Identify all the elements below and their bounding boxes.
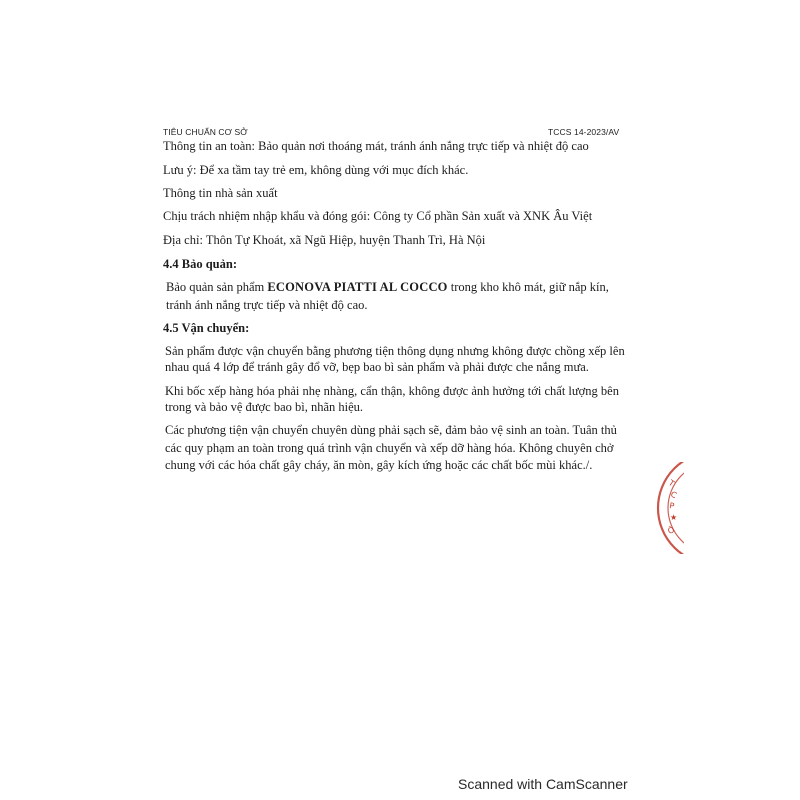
transport-p3-line1: Các phương tiện vận chuyển chuyên dùng phải sạch sẽ, đảm bảo vệ sinh an toàn. Tuân thủ xyxy=(165,423,617,437)
manufacturer-info: Thông tin nhà sản xuất xyxy=(163,186,278,200)
product-name: ECONOVA PIATTI AL COCCO xyxy=(267,280,448,294)
storage-text-suffix: trong kho khô mát, giữ nắp kín, xyxy=(447,280,609,294)
svg-text:T: T xyxy=(666,478,677,489)
storage-heading: 4.4 Bảo quản: xyxy=(163,257,237,271)
transport-p2-line2: trong và bảo vệ được bao bì, nhãn hiệu. xyxy=(165,400,364,414)
transport-p1-line1: Sản phẩm được vận chuyển bằng phương tiện thông dụng nhưng không được chồng xếp lên xyxy=(165,344,625,358)
safety-info: Thông tin an toàn: Bảo quản nơi thoáng mát, tránh ánh nắng trực tiếp và nhiệt độ cao xyxy=(163,139,589,153)
transport-p1-line2: nhau quá 4 lớp để tránh gây đổ vỡ, bẹp bao bì sản phẩm và phải được che nắng mưa. xyxy=(165,360,589,374)
svg-text:P: P xyxy=(668,501,675,511)
transport-heading: 4.5 Vận chuyển: xyxy=(163,321,250,335)
transport-p2-line1: Khi bốc xếp hàng hóa phải nhẹ nhàng, cẩn thận, không được ảnh hưởng tới chất lượng bên xyxy=(165,384,619,398)
note-line: Lưu ý: Để xa tầm tay trẻ em, không dùng với mục đích khác. xyxy=(163,163,469,177)
svg-text:★: ★ xyxy=(670,513,678,522)
company-seal-stamp xyxy=(644,462,684,554)
transport-p3-line2: các quy phạm an toàn trong quá trình vận chuyển và xếp dỡ hàng hóa. Không chuyên chở xyxy=(165,441,614,455)
transport-p3-line3: chung với các hóa chất gây cháy, ăn mòn, gây kích ứng hoặc các chất bốc mùi khác./. xyxy=(165,458,593,472)
svg-text:Ô: Ô xyxy=(666,525,676,536)
storage-text-prefix: Bảo quản sản phẩm xyxy=(166,280,268,294)
storage-paragraph-line1 xyxy=(166,279,609,295)
document-standard-title: TIÊU CHUẨN CƠ SỞ xyxy=(163,127,248,137)
document-code: TCCS 14-2023/AV xyxy=(548,127,620,137)
responsible-party: Chịu trách nhiệm nhập khẩu và đóng gói: Công ty Cổ phần Sản xuất và XNK Âu Việt xyxy=(163,209,593,223)
svg-text:C: C xyxy=(669,489,679,501)
camscanner-watermark: Scanned with CamScanner xyxy=(458,776,628,792)
storage-paragraph-line2: tránh ánh nắng trực tiếp và nhiệt độ cao. xyxy=(166,298,368,312)
address-line: Địa chỉ: Thôn Tự Khoát, xã Ngũ Hiệp, huyện Thanh Trì, Hà Nội xyxy=(163,233,486,247)
